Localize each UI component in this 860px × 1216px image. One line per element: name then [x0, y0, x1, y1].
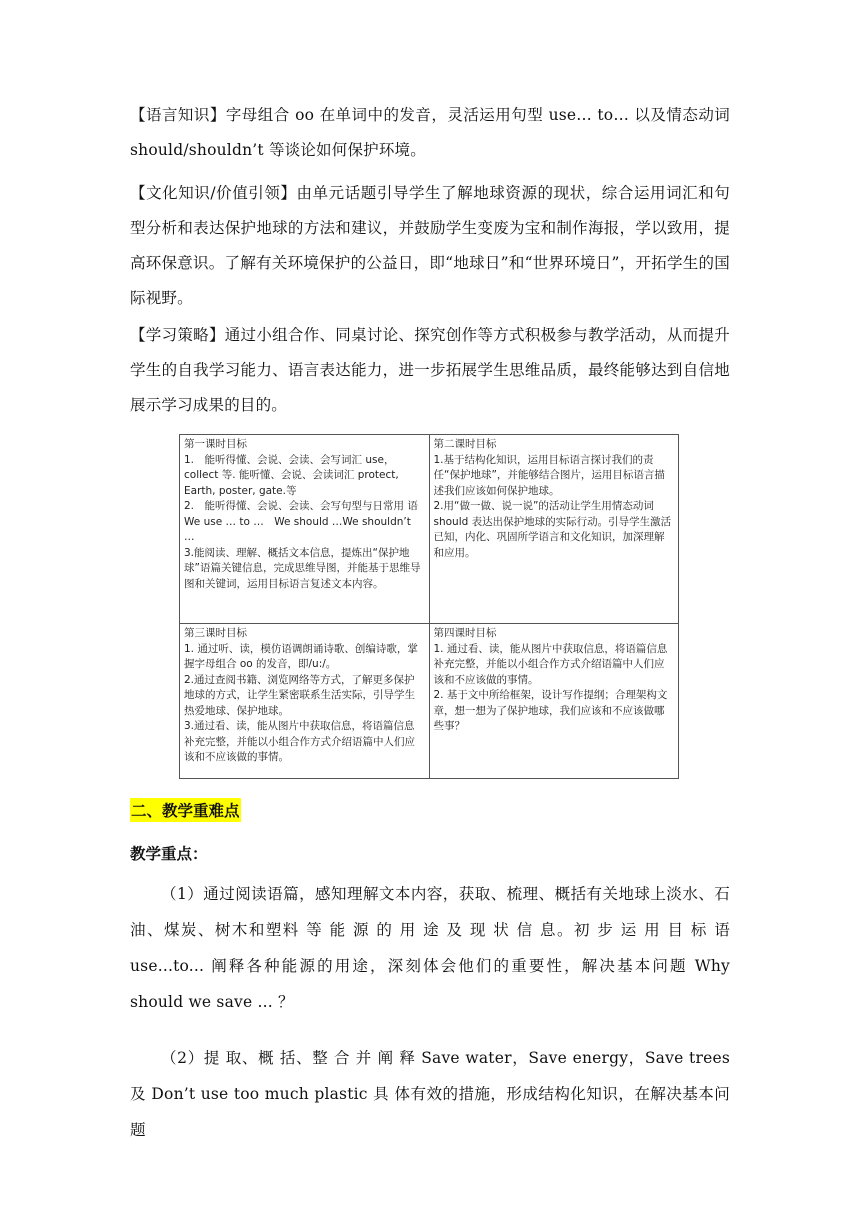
learning-strategy-paragraph: 【学习策略】通过小组合作、同桌讨论、探究创作等方式积极参与教学活动，从而提升学生的自我学习能力、语言表达能力，进一步拓展学生思维品质，最终能够达到自信地展示学习成果的目的。	[130, 326, 730, 414]
key-point-1: （1）通过阅读语篇，感知理解文本内容，获取、梳理、概括有关地球上淡水、石油、煤炭、树木和塑料 等 能 源 的 用 途 及 现 状 信 息。初 步 运 用 目 标 语 use...to... 阐释各种能源的用途，深刻体会他们的重要性，解决基本问题 Why should we save ... ？	[130, 885, 730, 1011]
lesson4-goals-cell	[429, 624, 679, 779]
lesson2-goals-cell	[429, 435, 679, 624]
lesson3-goal-1: 1. 通过听、读，模仿语调朗诵诗歌、创编诗歌，掌握字母组合 oo 的发音，即/u:/。	[184, 642, 418, 670]
lesson2-title: 第二课时目标	[433, 438, 497, 450]
key-points-heading: 教学重点：	[130, 845, 208, 863]
table-row	[180, 624, 679, 779]
lesson3-title: 第三课时目标	[184, 627, 247, 639]
lesson4-title: 第四课时目标	[433, 627, 497, 639]
lesson2-goal-1: 1.基于结构化知识，运用目标语言探讨我们的责任“保护地球”，并能够结合图片，运用目标语言描述我们应该如何保护地球。	[433, 453, 665, 497]
lesson-goals-table	[179, 434, 679, 779]
lesson1-title: 第一课时目标	[184, 438, 247, 450]
lesson1-goal-1: 1. 能听得懂、会说、会读、会写词汇 use，collect 等. 能听懂、会说、会读词汇 protect, Earth, poster, gate.等	[184, 453, 399, 497]
lesson3-goals-cell	[180, 624, 430, 779]
lesson2-goal-2: 2.用“做一做、说一说”的活动让学生用情态动词 should 表达出保护地球的实际行动。引导学生激活已知，内化、巩固所学语言和文化知识，加深理解和应用。	[433, 500, 672, 559]
lesson1-goal-2: 2. 能听得懂、会说、会读、会写句型与日常用 语 We use … to … We should …We shouldn’t …	[184, 500, 418, 543]
section-heading-highlighted: 二、教学重难点	[130, 798, 241, 822]
lesson3-goal-2: 2.通过查阅书籍、浏览网络等方式，了解更多保护地球的方式，让学生紧密联系生活实际，引导学生热爱地球、保护地球。	[184, 673, 415, 717]
lesson4-goal-2: 2. 基于文中所给框架，设计写作提纲；合理架构文章，想一想为了保护地球，我们应该和不应该做哪些事？	[433, 689, 668, 732]
lesson4-goal-1: 1. 通过看、读，能从图片中获取信息，将语篇信息补充完整，并能以小组合作方式介绍语篇中人们应该和不应该做的事情。	[433, 642, 668, 686]
language-knowledge-paragraph: 【语言知识】字母组合 oo 在单词中的发音，灵活运用句型 use… to… 以及情态动词 should/shouldn’t 等谈论如何保护环境。	[130, 106, 730, 159]
lesson1-goals-cell	[180, 435, 430, 624]
lesson3-goal-3: 3.通过看、读，能从图片中获取信息，将语篇信息补充完整，并能以小组合作方式介绍语篇中人们应该和不应该做的事情。	[184, 720, 415, 763]
culture-knowledge-paragraph: 【文化知识/价值引领】由单元话题引导学生了解地球资源的现状，综合运用词汇和句型分析和表达保护地球的方法和建议，并鼓励学生变废为宝和制作海报，学以致用，提高环保意识。了解有关环境保护的公益日，即“地球日”和“世界环境日”，开拓学生的国际视野。	[130, 184, 730, 307]
lesson1-goal-3: 3.能阅读、理解、概括文本信息，提炼出“保护地球”语篇关键信息，完成思维导图，并能基于思维导图和关键词，运用目标语言复述文本内容。	[184, 546, 421, 590]
table-row	[180, 435, 679, 624]
key-point-2: （2）提 取、概 括、整 合 并 阐 释 Save water，Save energy，Save trees 及 Don’t use too much plastic 具 体有效的措施，形成结构化知识，在解决基本问题	[130, 1049, 730, 1139]
